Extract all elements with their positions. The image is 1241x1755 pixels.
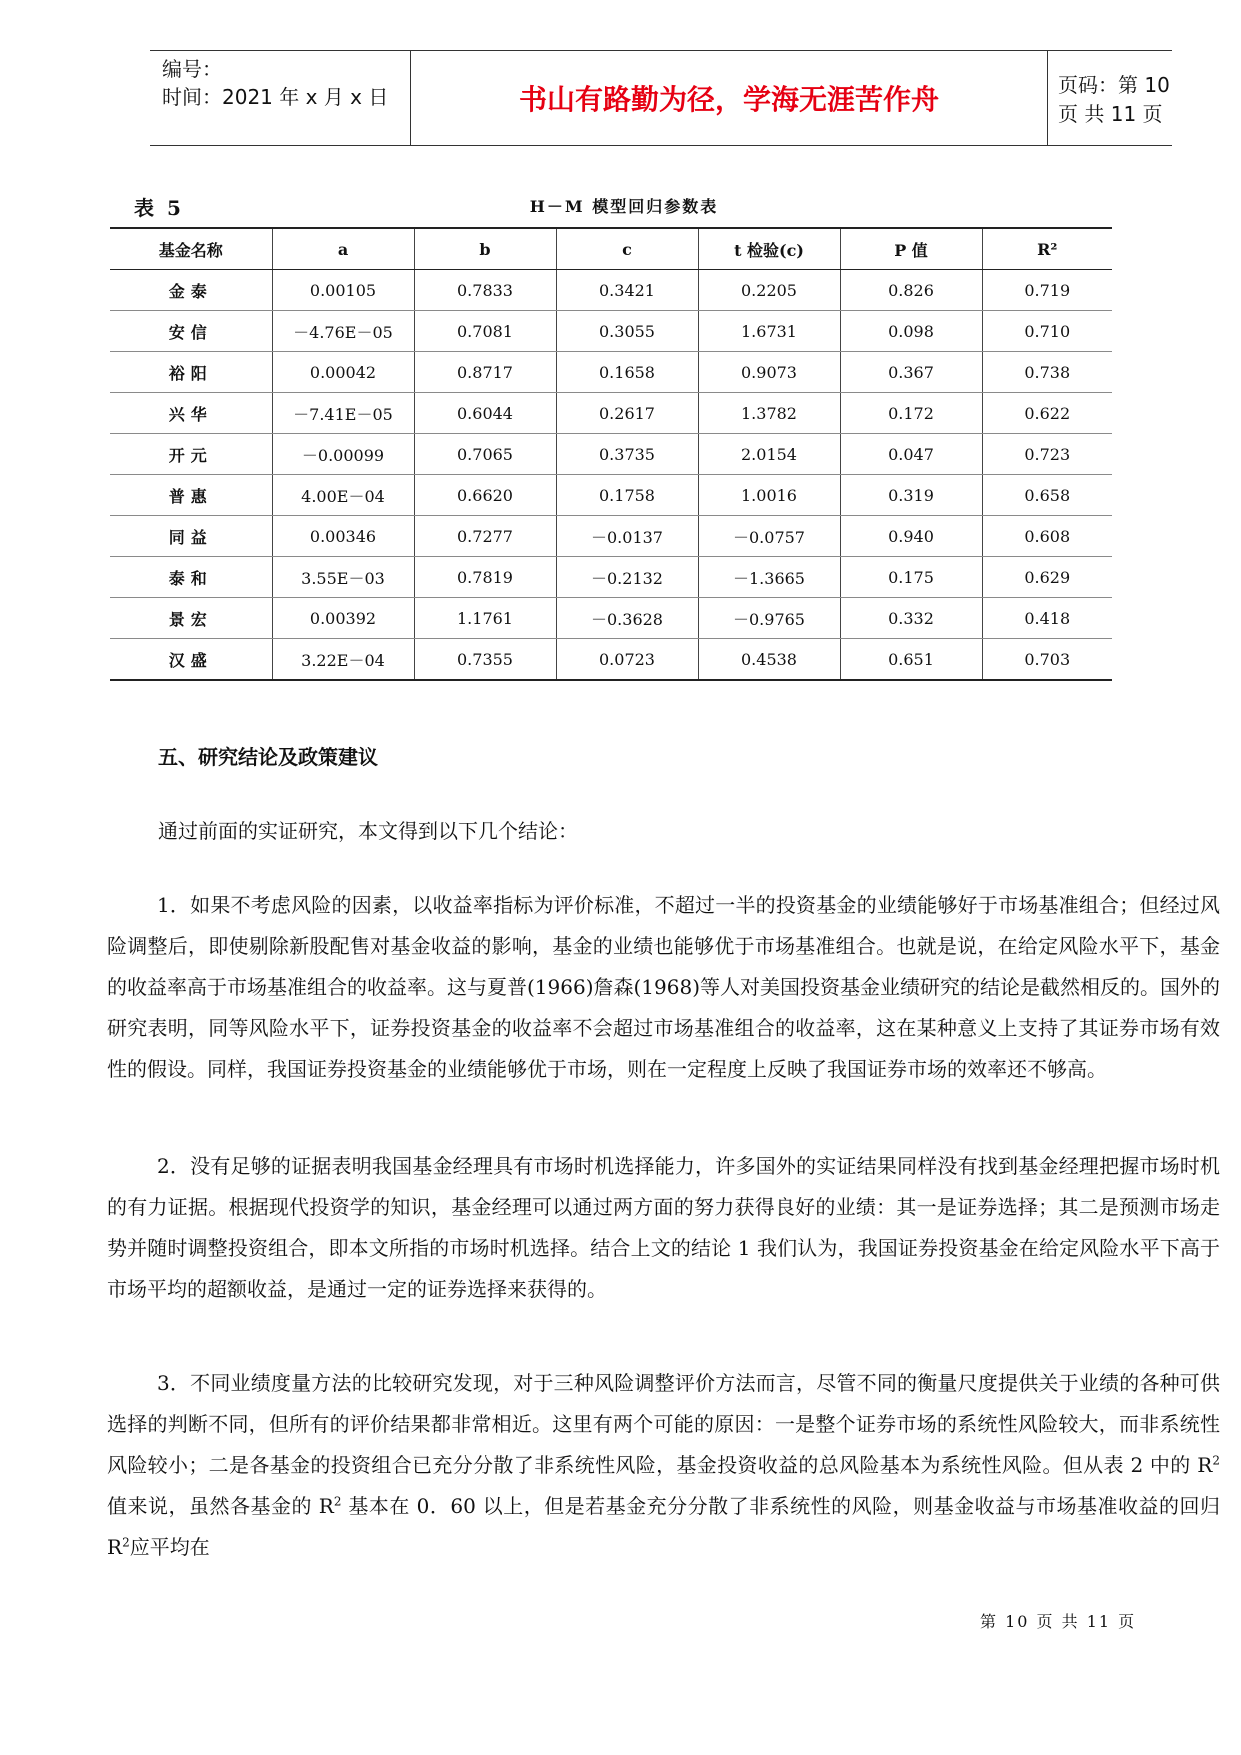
table-row [110,352,1112,393]
value-cell: 0.7081 [414,311,556,352]
value-cell: 0.00392 [272,598,414,639]
regression-table [110,227,1112,681]
value-cell: 1.1761 [414,598,556,639]
column-header: b [414,228,556,270]
value-cell: －1.3665 [698,557,840,598]
value-cell: 0.9073 [698,352,840,393]
value-cell: 0.0723 [556,639,698,681]
value-cell: 0.703 [982,639,1112,681]
value-cell: 0.608 [982,516,1112,557]
fund-name-cell: 汉盛 [110,639,272,681]
fund-name-cell: 景宏 [110,598,272,639]
superscript: 2 [122,1535,130,1550]
table-row [110,311,1112,352]
value-cell: 0.658 [982,475,1112,516]
value-cell: －0.0137 [556,516,698,557]
column-header: R² [982,228,1112,270]
value-cell: 2.0154 [698,434,840,475]
table-row [110,475,1112,516]
value-cell: 0.3421 [556,270,698,311]
value-cell: 0.1758 [556,475,698,516]
value-cell: 4.00E－04 [272,475,414,516]
fund-name-cell: 同益 [110,516,272,557]
value-cell: 0.00105 [272,270,414,311]
value-cell: 0.332 [840,598,982,639]
value-cell: 0.826 [840,270,982,311]
value-cell: 0.319 [840,475,982,516]
fund-name-cell: 安信 [110,311,272,352]
value-cell: －7.41E－05 [272,393,414,434]
paragraph-text: 值来说，虽然各基金的 R [107,1494,334,1518]
value-cell: 0.7277 [414,516,556,557]
header-page-info: 页码：第 10 页 共 11 页 [1058,73,1170,126]
column-header: 基金名称 [110,228,272,270]
table-header-row [110,228,1112,270]
fund-name-cell: 泰和 [110,557,272,598]
value-cell: 0.940 [840,516,982,557]
paragraph-text: 基本在 0．60 以上，但是若基金充分分散了非系统性的风险，则基金收益与市场基准收益的回归 R [107,1494,1220,1559]
value-cell: 0.00346 [272,516,414,557]
value-cell: 0.651 [840,639,982,681]
value-cell: 1.3782 [698,393,840,434]
paragraph-conclusion-2: 2．没有足够的证据表明我国基金经理具有市场时机选择能力，许多国外的实证结果同样没有找到基金经理把握市场时机的有力证据。根据现代投资学的知识，基金经理可以通过两方面的努力获得良好的业绩：其一是证券选择；其二是预测市场走势并随时调整投资组合，即本文所指的市场时机选择。结合上文的结论 1 我们认为，我国证券投资基金在给定风险水平下高于市场平均的超额收益，是通过一定的证券选择来获得的。 [107,1154,1220,1301]
table-label: 表 5 [134,196,184,220]
page-footer: 第 10 页 共 11 页 [980,1612,1137,1631]
value-cell: －4.76E－05 [272,311,414,352]
table-row [110,270,1112,311]
value-cell: 3.55E－03 [272,557,414,598]
page-header [150,50,1172,146]
fund-name-cell: 金泰 [110,270,272,311]
value-cell: 0.098 [840,311,982,352]
value-cell: 0.4538 [698,639,840,681]
table-row [110,598,1112,639]
value-cell: 0.719 [982,270,1112,311]
table-row [110,434,1112,475]
value-cell: 0.738 [982,352,1112,393]
value-cell: 0.8717 [414,352,556,393]
value-cell: 0.3735 [556,434,698,475]
paragraph-text: 3．不同业绩度量方法的比较研究发现，对于三种风险调整评价方法而言，尽管不同的衡量尺度提供关于业绩的各种可供选择的判断不同，但所有的评价结果都非常相近。这里有两个可能的原因：一是整个证券市场的系统性风险较大，而非系统性风险较小；二是各基金的投资组合已充分分散了非系统性风险，基金投资收益的总风险基本为系统性风险。但从表 2 中的 R [107,1371,1220,1477]
value-cell: 0.367 [840,352,982,393]
header-divider [1047,51,1048,145]
fund-name-cell: 普惠 [110,475,272,516]
fund-name-cell: 裕阳 [110,352,272,393]
table-row [110,393,1112,434]
value-cell: －0.3628 [556,598,698,639]
superscript: 2 [333,1494,342,1509]
value-cell: －0.9765 [698,598,840,639]
section-title: 五、研究结论及政策建议 [158,745,378,769]
value-cell: 1.6731 [698,311,840,352]
value-cell: 0.2205 [698,270,840,311]
table-caption [134,192,1114,220]
value-cell: －0.0757 [698,516,840,557]
column-header: P 值 [840,228,982,270]
column-header: a [272,228,414,270]
table-title: H－M 模型回归参数表 [529,197,719,216]
value-cell: 0.629 [982,557,1112,598]
value-cell: 0.7819 [414,557,556,598]
value-cell: 0.3055 [556,311,698,352]
value-cell: 0.723 [982,434,1112,475]
header-motto: 书山有路勤为径，学海无涯苦作舟 [518,83,939,116]
fund-name-cell: 兴华 [110,393,272,434]
value-cell: 0.622 [982,393,1112,434]
value-cell: 0.172 [840,393,982,434]
table-row [110,557,1112,598]
value-cell: 0.6044 [414,393,556,434]
serial-label: 编号： [162,57,222,81]
value-cell: 0.7065 [414,434,556,475]
table-row [110,639,1112,681]
value-cell: 0.00042 [272,352,414,393]
value-cell: 0.1658 [556,352,698,393]
value-cell: －0.2132 [556,557,698,598]
column-header: t 检验(c) [698,228,840,270]
paragraph-conclusion-3 [107,1363,1220,1568]
fund-name-cell: 开元 [110,434,272,475]
superscript: 2 [1212,1453,1220,1468]
value-cell: 0.418 [982,598,1112,639]
time-label: 时间：2021 年 x 月 x 日 [162,85,389,109]
table-row [110,516,1112,557]
value-cell: －0.00099 [272,434,414,475]
value-cell: 0.710 [982,311,1112,352]
value-cell: 0.175 [840,557,982,598]
value-cell: 0.2617 [556,393,698,434]
value-cell: 0.047 [840,434,982,475]
value-cell: 0.7833 [414,270,556,311]
paragraph-conclusion-1: 1．如果不考虑风险的因素，以收益率指标为评价标准，不超过一半的投资基金的业绩能够好于市场基准组合；但经过风险调整后，即使剔除新股配售对基金收益的影响，基金的业绩也能够优于市场基准组合。也就是说，在给定风险水平下，基金的收益率高于市场基准组合的收益率。这与夏普(1966)詹森(1968)等人对美国投资基金业绩研究的结论是截然相反的。国外的研究表明，同等风险水平下，证券投资基金的收益率不会超过市场基准组合的收益率，这在某种意义上支持了其证券市场有效性的假设。同样，我国证券投资基金的业绩能够优于市场，则在一定程度上反映了我国证券市场的效率还不够高。 [107,893,1221,1081]
value-cell: 3.22E－04 [272,639,414,681]
column-header: c [556,228,698,270]
intro-text: 通过前面的实证研究，本文得到以下几个结论： [158,819,578,843]
paragraph-text: 应平均在 [129,1535,210,1559]
value-cell: 1.0016 [698,475,840,516]
value-cell: 0.6620 [414,475,556,516]
value-cell: 0.7355 [414,639,556,681]
